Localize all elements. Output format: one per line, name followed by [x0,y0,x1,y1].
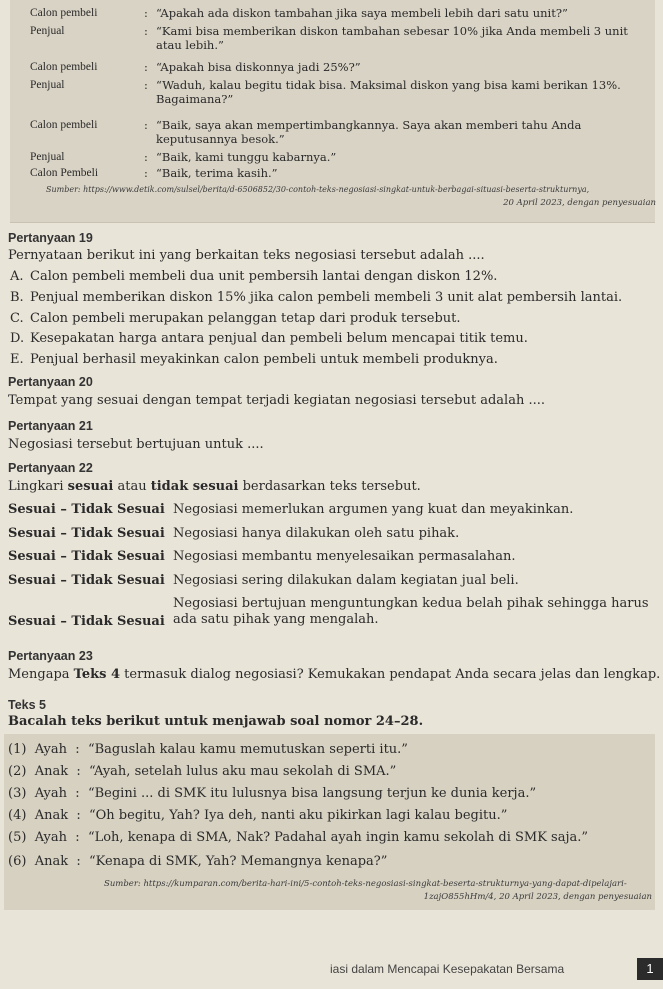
question-heading: Pertanyaan 19 [8,231,93,245]
text-instruction: Bacalah teks berikut untuk menjawab soal nomor 24–28. [8,714,424,729]
question-prompt: Lingkari sesuai atau tidak sesuai berdasarkan teks tersebut. [8,479,421,494]
dialog-box-teks-5 [4,734,655,910]
dialog-line: (3) Ayah : “Begini ... di SMK itu lulusnya bisa langsung terjun ke dunia kerja.” [8,786,537,801]
source-citation: Sumber: https://www.detik.com/sulsel/berita/d-6506852/30-contoh-teks-negosiasi-singkat-untuk-berbagai-situasi-beserta-strukturnya, [46,185,590,194]
dialog-box-teks-4: Calon pembeli : “Apakah ada diskon tambahan jika saya membeli lebih dari satu unit?” Penjual : “Kami bisa memberikan diskon tambahan sebesar 10% jika Anda membeli 3 unit atau lebih.” Calon pembeli : “Apakah bisa diskonnya jadi 25%?” Penjual : “Waduh, kalau begitu tidak bisa. Maksimal diskon yang bisa kami berikan 13%. Bagaimana?” Calon pembeli : “Baik, saya akan mempertimbangkannya. Saya akan memberi tahu Anda keputusannya besok.” Penjual : “Baik, kami tunggu kabarnya.” Calon Pembeli : “Baik, terima kasih.” Sumber: https://www.detik.com/sulsel/berita/d-6506852/30-contoh-teks-negosiasi-singkat-untuk-berbagai-situasi-beserta-strukturnya, 20 April 2023, dengan penyesuaian [10,0,655,223]
source-date: 20 April 2023, dengan penyesuaian [503,198,656,208]
page-number: 1 [637,958,663,980]
question-prompt: Tempat yang sesuai dengan tempat terjadi kegiatan negosiasi tersebut adalah .... [8,393,545,408]
source-citation: Sumber: https://kumparan.com/berita-hari-ini/5-contoh-teks-negosiasi-singkat-beserta-strukturnya-yang-dapat-dipelajari- 1zajO855hHm/4, 20 April 2023, dengan penyesuaian [104,879,652,902]
question-prompt: Mengapa Teks 4 termasuk dialog negosiasi? Kemukakan pendapat Anda secara jelas dan lengkap. [8,667,661,682]
question-prompt: Pernyataan berikut ini yang berkaitan teks negosiasi tersebut adalah .... [8,248,485,263]
chapter-footer: iasi dalam Mencapai Kesepakatan Bersama [330,962,565,976]
dialog-line: (2) Anak : “Ayah, setelah lulus aku mau sekolah di SMA.” [8,764,397,779]
dialog-line: (6) Anak : “Kenapa di SMK, Yah? Memangnya kenapa?” [8,854,388,869]
dialog-line: (4) Anak : “Oh begitu, Yah? Iya deh, nanti aku pikirkan lagi kalau begitu.” [8,808,508,823]
answer-option: E. Penjual berhasil meyakinkan calon pembeli untuk membeli produknya. [10,352,498,367]
sesuai-tidak-sesuai-choice[interactable]: Sesuai – Tidak Sesuai [8,526,165,541]
textbook-page: Calon pembeli : “Apakah ada diskon tambahan jika saya membeli lebih dari satu unit?” Penjual : “Kami bisa memberikan diskon tambahan sebesar 10% jika Anda membeli 3 unit atau lebih.” Calon pembeli : “Apakah bisa diskonnya jadi 25%?” Penjual : “Waduh, kalau begitu tidak bisa. Maksimal diskon yang bisa kami berikan 13%. Bagaimana?” Calon pembeli : “Baik, saya akan mempertimbangkannya. Saya akan memberi tahu Anda keputusannya besok.” Penjual : “Baik, kami tunggu kabarnya.” Calon Pembeli : “Baik, terima kasih.” Sumber: https://www.detik.com/sulsel/berita/d-6506852/30-contoh-teks-negosiasi-singkat-untuk-berbagai-situasi-beserta-strukturnya, 20 April 2023, dengan penyesuaian Pertanyaan 19 Pernyataan berikut ini yang berkaitan teks negosiasi tersebut adalah .... A. Calon pembeli membeli dua unit pembersih lantai dengan diskon 12%. B. Penjual memberikan diskon 15% jika calon pembeli membeli 3 unit alat pembersih lantai. C. Calon pembeli merupakan pelanggan tetap dari produk tersebut. D. Kesepakatan harga antara penjual dan pembeli belum mencapai titik temu. E. Penjual berhasil meyakinkan calon pembeli untuk membeli produknya. Pertanyaan 20 Tempat yang sesuai dengan tempat terjadi kegiatan negosiasi tersebut adalah .... Pertanyaan 21 Negosiasi tersebut bertujuan untuk .... Pertanyaan 22 Lingkari sesuai atau tidak sesuai berdasarkan teks tersebut. Sesuai – Tidak Sesuai Negosiasi memerlukan argumen yang kuat dan meyakinkan. Sesuai – Tidak Sesuai Negosiasi hanya dilakukan oleh satu pihak. Sesuai – Tidak Sesuai Negosiasi membantu menyelesaikan permasalahan. Sesuai – Tidak Sesuai Negosiasi sering dilakukan dalam kegiatan jual beli. Sesuai – Tidak Sesuai Negosiasi bertujuan menguntungkan kedua belah pihak sehingga harus ada satu pihak yang mengalah. Pertanyaan 23 Mengapa Teks 4 termasuk dialog negosiasi? Kemukakan pendapat Anda secara jelas dan lengkap. Teks 5 Bacalah teks berikut untuk menjawab soal nomor 24–28. (1) Ayah : “Baguslah kalau kamu memutuskan seperti itu.” (2) Anak : “Ayah, setelah lulus aku mau sekolah di SMA.” (3) Ayah : “Begini ... di SMK itu lulusnya bisa langsung terjun ke dunia kerja.” (4) Anak : “Oh begitu, Yah? Iya deh, nanti aku pikirkan lagi kalau begitu.” (5) Ayah : “Loh, kenapa di SMA, Nak? Padahal ayah ingin kamu sekolah di SMK saja.” (6) Anak : “Kenapa di SMK, Yah? Memangnya kenapa?” Sumber: https://kumparan.com/berita-hari-ini/5-contoh-teks-negosiasi-singkat-beserta-strukturnya-yang-dapat-dipelajari- 1zajO855hHm/4, 20 April 2023, dengan penyesuaian iasi dalam Mencapai Kesepakatan Bersama 1 [0,0,663,989]
question-heading: Pertanyaan 22 [8,461,93,475]
sesuai-tidak-sesuai-choice[interactable]: Sesuai – Tidak Sesuai [8,614,165,629]
question-prompt: Negosiasi tersebut bertujuan untuk .... [8,437,264,452]
question-heading: Pertanyaan 20 [8,375,93,389]
answer-option: A. Calon pembeli membeli dua unit pembersih lantai dengan diskon 12%. [10,269,498,284]
sesuai-tidak-sesuai-choice[interactable]: Sesuai – Tidak Sesuai [8,573,165,588]
question-heading: Pertanyaan 21 [8,419,93,433]
sesuai-tidak-sesuai-choice[interactable]: Sesuai – Tidak Sesuai [8,549,165,564]
answer-option: B. Penjual memberikan diskon 15% jika calon pembeli membeli 3 unit alat pembersih lantai. [10,290,623,305]
dialog-line: (1) Ayah : “Baguslah kalau kamu memutuskan seperti itu.” [8,742,408,757]
dialog-line: (5) Ayah : “Loh, kenapa di SMA, Nak? Padahal ayah ingin kamu sekolah di SMK saja.” [8,830,589,845]
answer-option: C. Calon pembeli merupakan pelanggan tetap dari produk tersebut. [10,311,461,326]
sesuai-tidak-sesuai-choice[interactable]: Sesuai – Tidak Sesuai [8,502,165,517]
answer-option: D. Kesepakatan harga antara penjual dan pembeli belum mencapai titik temu. [10,331,528,346]
question-heading: Pertanyaan 23 [8,649,93,663]
text-heading: Teks 5 [8,698,46,712]
